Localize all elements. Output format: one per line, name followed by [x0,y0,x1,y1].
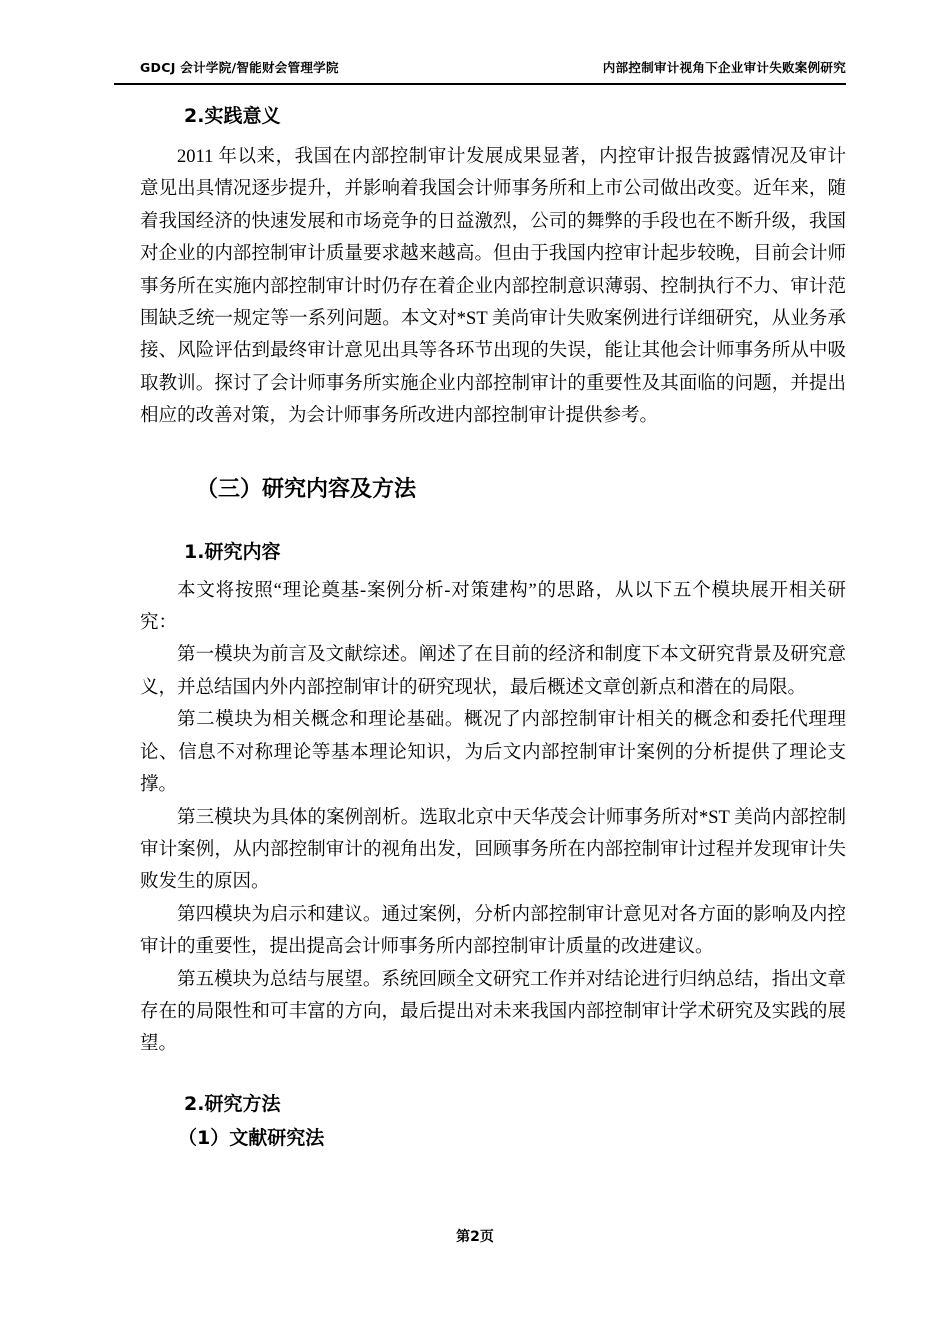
paragraph-research-intro: 本文将按照“理论奠基-案例分析-对策建构”的思路，从以下五个模块展开相关研究： [140,580,846,634]
document-body [140,103,846,1151]
paragraph-module-4: 第四模块为启示和建议。通过案例，分析内部控制审计意见对各方面的影响及内控审计的重要性，提出提高会计师事务所内部控制审计质量的改进建议。 [140,904,846,958]
heading-literature-research-method: （1）文献研究法 [178,1126,325,1149]
heading-research-methods: 2.研究方法 [184,1092,281,1115]
page-header [140,0,846,76]
paragraph-module-3: 第三模块为具体的案例剖析。选取北京中天华茂会计师事务所对*ST 美尚内部控制审计案例，从内部控制审计的视角出发，回顾事务所在内部控制审计过程并发现审计失败发生的原因。 [140,807,846,893]
paragraph-module-1: 第一模块为前言及文献综述。阐述了在目前的经济和制度下本文研究背景及研究意义，并总结国内外内部控制审计的研究现状，最后概述文章创新点和潜在的局限。 [140,645,846,698]
header-school-name: GDCJ 会计学院/智能财会管理学院 [140,60,339,75]
paragraph-practical-significance: 2011 年以来，我国在内部控制审计发展成果显著，内控审计报告披露情况及审计意见出具情况逐步提升，并影响着我国会计师事务所和上市公司做出改变。近年来，随着我国经济的快速发展和市场竞争的日益激烈，公司的舞弊的手段也在不断升级，我国对企业的内部控制审计质量要求越来越高。但由于我国内控审计起步较晚，目前会计师事务所在实施内部控制审计时仍存在着企业内部控制意识薄弱、控制执行不力、审计范围缺乏统一规定等一系列问题。本文对*ST 美尚审计失败案例进行详细研究，从业务承接、风险评估到最终审计意见出具等各环节出现的失误，能让其他会计师事务所从中吸取教训。探讨了会计师事务所实施企业内部控制审计的重要性及其面临的问题，并提出相应的改善对策，为会计师事务所改进内部控制审计提供参考。 [140,147,846,427]
content-column [140,0,846,1151]
paragraph-module-5: 第五模块为总结与展望。系统回顾全文研究工作并对结论进行归纳总结，指出文章存在的局限性和可丰富的方向，最后提出对未来我国内部控制审计学术研究及实践的展望。 [140,969,846,1055]
heading-research-content: 1.研究内容 [184,540,281,563]
paragraph-module-2: 第二模块为相关概念和理论基础。概况了内部控制审计相关的概念和委托代理理论、信息不对称理论等基本理论知识，为后文内部控制审计案例的分析提供了理论支撑。 [140,710,846,796]
header-divider [114,83,846,85]
page-number: 第2页 [456,1229,494,1245]
page-footer [0,1226,950,1246]
header-thesis-title: 内部控制审计视角下企业审计失败案例研究 [602,60,846,75]
heading-practical-significance: 2.实践意义 [184,105,281,127]
heading-research-content-and-methods: （三）研究内容及方法 [196,476,417,502]
